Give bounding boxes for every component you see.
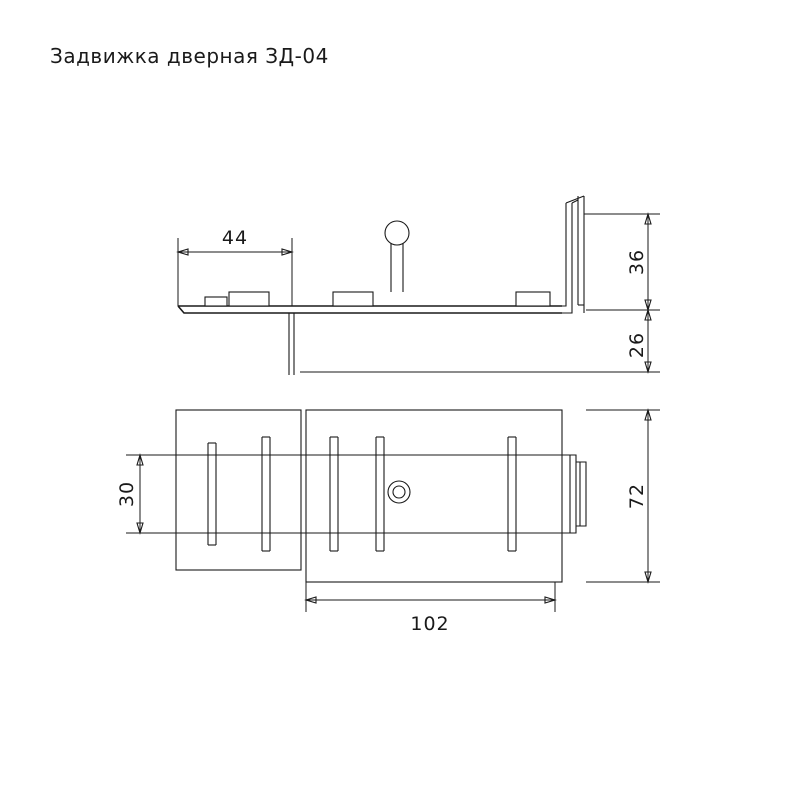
- plan-view: [116, 410, 660, 635]
- bracket-outer: [556, 203, 572, 313]
- left-bracket-plate: [176, 410, 301, 570]
- dimension-102: [306, 582, 555, 635]
- side-elevation-view: [178, 196, 660, 375]
- centre-block: [333, 292, 373, 306]
- dimension-72: [586, 410, 660, 582]
- dimension-44-label: 44: [221, 227, 249, 249]
- bolt-end-outer: [562, 455, 576, 533]
- dimension-30-label: 30: [116, 480, 138, 508]
- main-body-plate: [306, 410, 562, 582]
- dimension-30: [116, 455, 176, 533]
- handle-knob: [385, 221, 409, 245]
- page-title: Задвижка дверная ЗД-04: [50, 44, 329, 68]
- left-block: [229, 292, 269, 306]
- dimension-26: [300, 310, 660, 372]
- dimension-36: [584, 214, 660, 310]
- plate-bottom-edge: [178, 306, 562, 313]
- dimension-72-label: 72: [626, 482, 648, 510]
- bracket-inner-a: [562, 203, 566, 306]
- dimension-26-label: 26: [626, 331, 648, 359]
- dimension-36-label: 36: [626, 248, 648, 276]
- right-block: [516, 292, 550, 306]
- dimension-102-label: 102: [410, 613, 450, 635]
- left-small-block: [205, 297, 227, 306]
- bolt-end-cap: [576, 462, 586, 526]
- knob-hole-inner: [393, 486, 405, 498]
